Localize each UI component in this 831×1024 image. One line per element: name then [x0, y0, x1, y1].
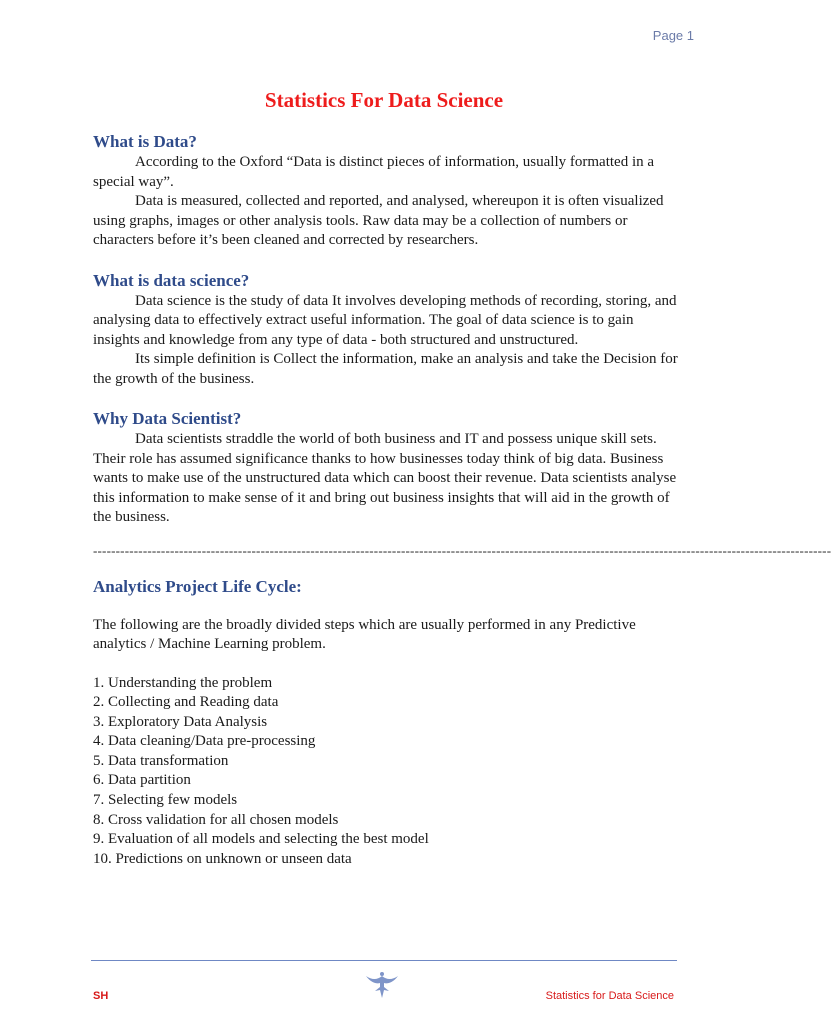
- heading-analytics-life-cycle: Analytics Project Life Cycle:: [93, 576, 302, 596]
- document-body: [93, 131, 831, 869]
- document-title: Statistics For Data Science: [264, 88, 504, 112]
- list-item: 2. Collecting and Reading data: [93, 694, 279, 711]
- dove-logo-icon: [362, 967, 402, 1001]
- paragraph: According to the Oxford “Data is distinct pieces of information, usually formatted in a special way”.: [93, 154, 655, 190]
- list-item: 8. Cross validation for all chosen models: [93, 811, 339, 828]
- dashed-divider: -------------------------------------------------------------------------------------------------------------------------------------------------------------------: [93, 542, 831, 558]
- list-item: 6. Data partition: [93, 772, 191, 789]
- list-item: 7. Selecting few models: [93, 792, 238, 809]
- list-item: 5. Data transformation: [93, 752, 229, 769]
- page-number: Page 1: [652, 28, 694, 43]
- heading-what-is-data: What is Data?: [93, 132, 197, 151]
- paragraph: Data is measured, collected and reported, and analysed, whereupon it is often visualized using graphs, images or other analysis tools. Raw data may be a collection of numbers or characters before it’s been cleaned and corrected by researchers.: [93, 193, 664, 248]
- list-item: 1. Understanding the problem: [93, 674, 273, 691]
- life-cycle-steps: [93, 674, 683, 870]
- heading-what-is-data-science: What is data science?: [93, 270, 250, 290]
- footer-divider: [91, 960, 677, 961]
- footer-initials: SH: [93, 990, 109, 1002]
- paragraph: The following are the broadly divided steps which are usually performed in any Predictive analytics / Machine Learning problem.: [93, 616, 636, 652]
- paragraph: Its simple definition is Collect the information, make an analysis and take the Decision for the growth of the business.: [93, 351, 678, 387]
- heading-why-data-scientist: Why Data Scientist?: [93, 409, 242, 428]
- footer-title: Statistics for Data Science: [545, 990, 674, 1002]
- list-item: 3. Exploratory Data Analysis: [93, 713, 268, 730]
- paragraph: Data scientists straddle the world of both business and IT and possess unique skill sets. Their role has assumed significance thanks to how businesses today think of big data. Business wants to make use of the unstructured data which can boost their revenue. Data scientists analyse this information to make sense of it and bring out business insights that will aid in the growth of the business.: [93, 431, 677, 525]
- paragraph: Data science is the study of data It involves developing methods of recording, storing, and analysing data to effectively extract useful information. The goal of data science is to gain insights and knowledge from any type of data - both structured and unstructured.: [93, 292, 677, 348]
- list-item: 10. Predictions on unknown or unseen data: [93, 850, 352, 867]
- list-item: 9. Evaluation of all models and selecting the best model: [93, 831, 429, 848]
- list-item: 4. Data cleaning/Data pre-processing: [93, 733, 316, 750]
